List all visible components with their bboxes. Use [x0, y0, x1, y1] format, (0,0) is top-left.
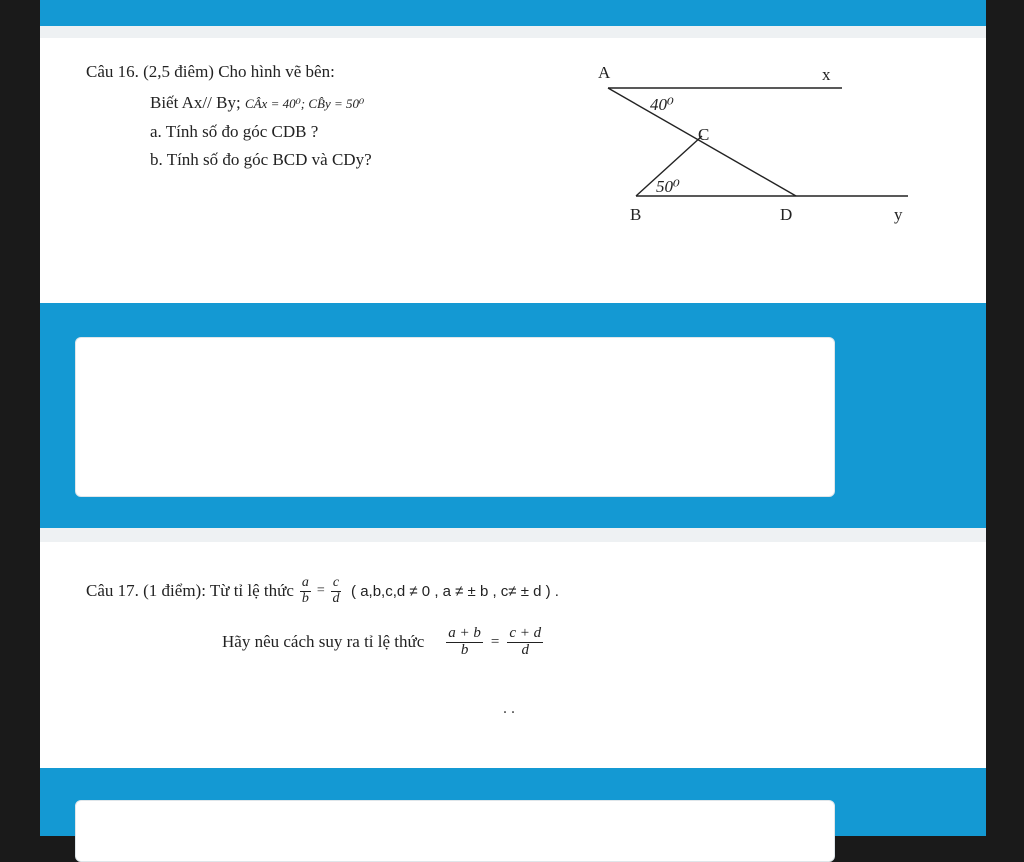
label-A: A	[598, 63, 611, 82]
frac1-num: a	[301, 575, 309, 590]
label-y: y	[894, 205, 903, 224]
frac4-den: d	[521, 641, 530, 658]
q17-fraction-c-d	[331, 576, 341, 606]
q16-part-b: b. Tính số đo góc BCD và CDy?	[150, 150, 372, 169]
angle-A-label: 40⁰	[650, 95, 674, 114]
equals-sign-1: =	[316, 583, 325, 599]
q17-line2	[222, 626, 543, 659]
q17-conditions: ( a,b,c,d ≠ 0 , a ≠ ± b , c≠ ± d ) .	[351, 582, 559, 600]
frac4-num: c + d	[509, 625, 542, 641]
answer-textbox[interactable]	[75, 337, 835, 497]
angle-B-label: 50⁰	[656, 177, 680, 196]
q16-given	[150, 93, 364, 113]
frac2-num: c	[332, 575, 340, 590]
label-B: B	[630, 205, 642, 224]
label-D: D	[780, 205, 793, 224]
q17-fraction-ab-b	[446, 626, 483, 659]
frac3-num: a + b	[448, 625, 481, 641]
q17-line1	[86, 576, 559, 606]
top-banner	[40, 0, 986, 26]
q17-fraction-a-b	[300, 576, 311, 606]
q17-instruction: Hãy nêu cách suy ra tỉ lệ thức	[222, 632, 425, 652]
q16-heading: Câu 16. (2,5 điêm) Cho hình vẽ bên:	[86, 62, 335, 81]
answer-textbox-2[interactable]	[75, 800, 835, 862]
q17-fraction-cd-d	[507, 626, 543, 659]
frac2-den: d	[332, 590, 340, 606]
q16-part-a: a. Tính số đo góc CDB ?	[150, 122, 319, 141]
frac3-den: b	[460, 641, 469, 658]
label-x: x	[822, 65, 831, 84]
geometry-figure	[590, 58, 920, 233]
label-C: C	[698, 125, 710, 144]
equals-sign-2: =	[490, 633, 500, 650]
q16-given-prefix: Biết Ax// By;	[150, 93, 245, 112]
q16-given-math: CÂx = 40⁰; CB̂y = 50⁰	[244, 96, 365, 111]
q17-heading: Câu 17. (1 điểm): Từ tỉ lệ thức	[86, 581, 294, 601]
frac1-den: b	[301, 590, 309, 606]
trailing-dots: . .	[503, 700, 515, 717]
